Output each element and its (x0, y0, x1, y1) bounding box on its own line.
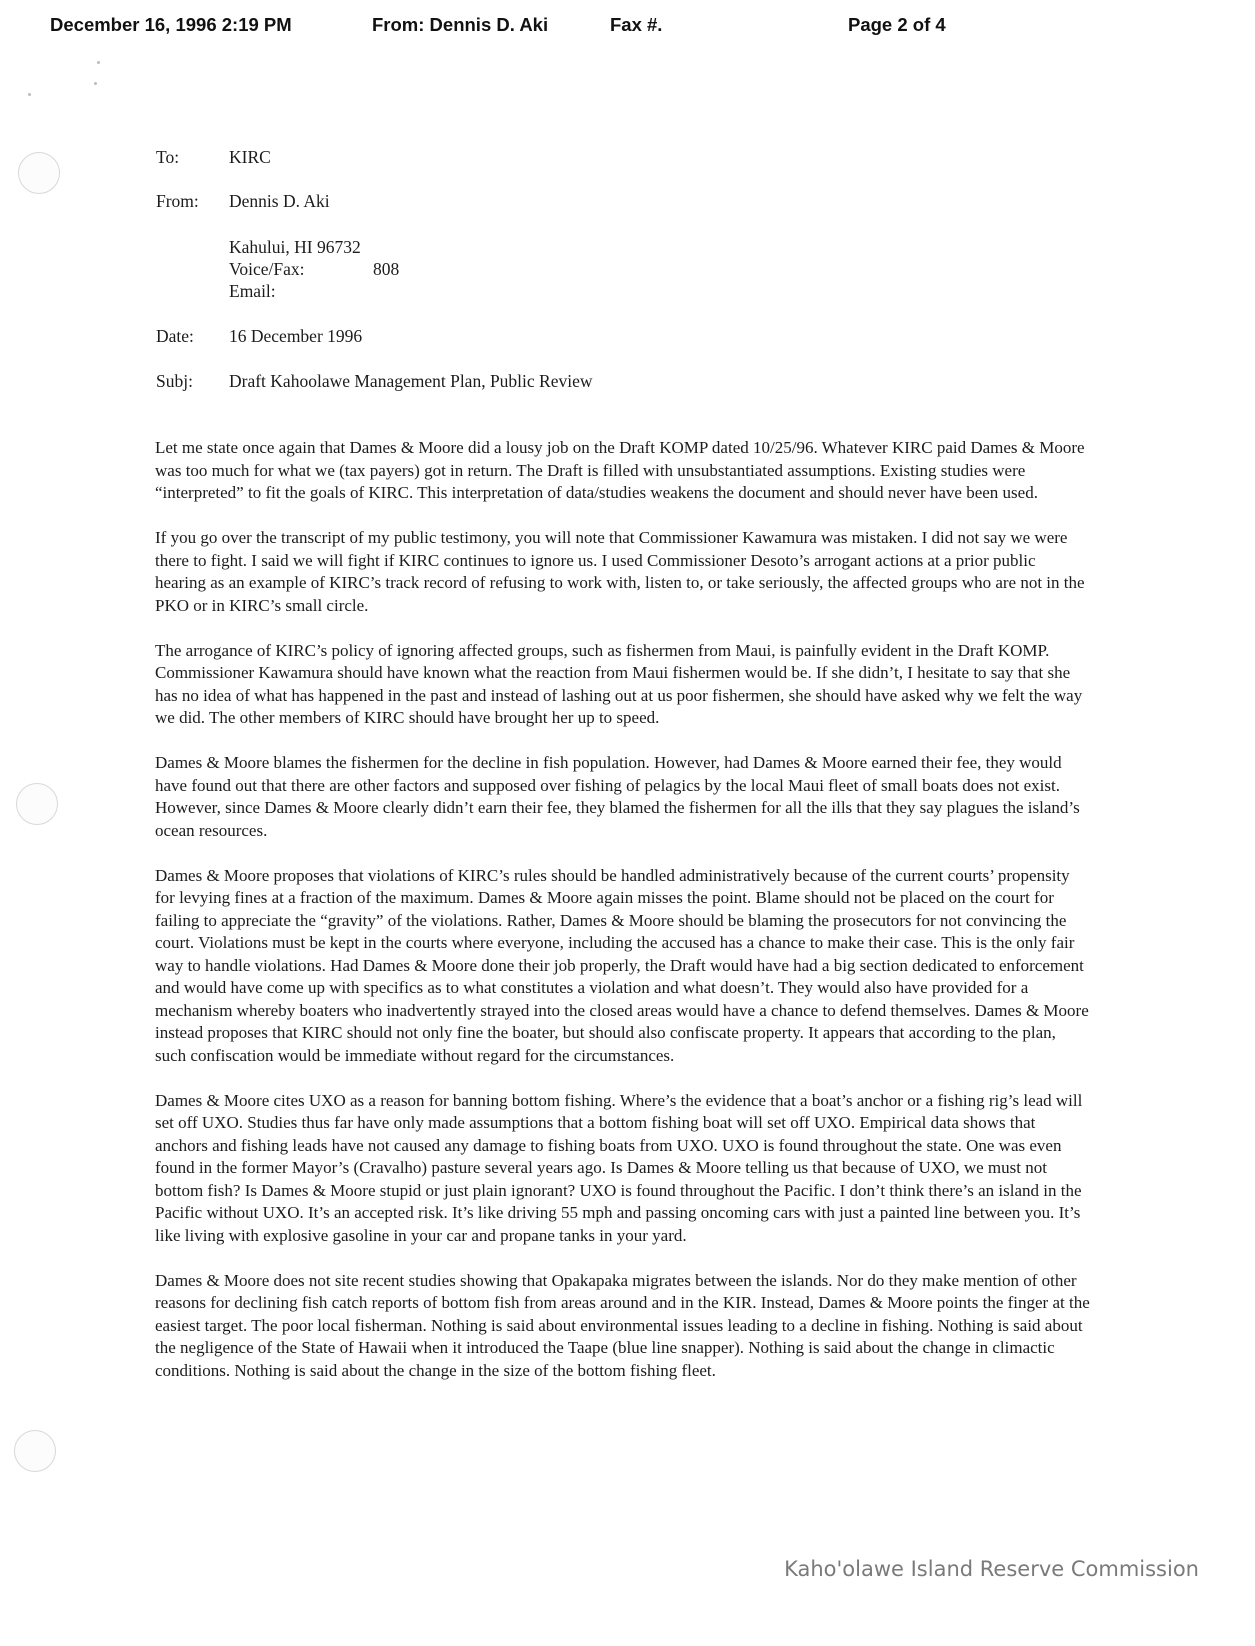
memo-from-label: From: (156, 191, 199, 211)
body-paragraph: The arrogance of KIRC’s policy of ignoring affected groups, such as fishermen from Maui, is painfully evident in the Draft KOMP. Commissioner Kawamura should have known what the reaction from Maui fishermen would be. If she didn’t, I hesitate to say that she has no idea of what has happened in the past and instead of lashing out at us poor fishermen, she should have asked why we felt the way we did. The other members of KIRC should have brought her up to speed. (155, 640, 1083, 727)
fax-header-from: From: Dennis D. Aki (372, 14, 549, 35)
body-paragraph: Dames & Moore proposes that violations of KIRC’s rules should be handled administratively because of the current courts’ propensity for levying fines at a fraction of the maximum. Dames & Moore again misses the point. Blame should not be placed on the court for failing to appreciate the “gravity” of the violations. Rather, Dames & Moore should be blaming the prosecutors for not convincing the court. Violations must be kept in the courts where everyone, including the accused has a chance to make their case. This is the only fair way to handle violations. Had Dames & Moore done their job properly, the Draft would have had a big section dedicated to enforcement and would have come up with specifics as to what constitutes a violation and what doesn’t. They would also have provided for a mechanism whereby boaters who inadvertently strayed into the closed areas would have a chance to defend themselves. Dames & Moore instead proposes that KIRC should not only fine the boater, but should also confiscate property. It appears that according to the plan, such confiscation would be immediate without regard for the circumstances. (155, 865, 1089, 1065)
memo-date-label: Date: (156, 326, 194, 346)
body-paragraph: Let me state once again that Dames & Moore did a lousy job on the Draft KOMP dated 10/25/96. Whatever KIRC paid Dames & Moore was too much for what we (tax payers) got in return. The Draft is filled with unsubstantiated assumptions. Existing studies were “interpreted” to fit the goals of KIRC. This interpretation of data/studies weakens the document and should never have been used. (155, 438, 1085, 502)
body-paragraph: Dames & Moore does not site recent studies showing that Opakapaka migrates between the islands. Nor do they make mention of other reasons for declining fish catch reports of bottom fish from areas around and in the KIR. Instead, Dames & Moore points the finger at the easiest target. The poor local fisherman. Nothing is said about environmental issues leading to a decline in fishing. Nothing is said about the negligence of the State of Hawaii when it introduced the Taape (blue line snapper). Nothing is said about the change in climactic conditions. Nothing is said about the change in the size of the bottom fishing fleet. (155, 1270, 1090, 1380)
body-paragraph: Dames & Moore blames the fishermen for the decline in fish population. However, had Dames & Moore earned their fee, they would have found out that there are other factors and supposed over fishing of pelagics by the local Maui fleet of small boats does not exist. However, since Dames & Moore clearly didn’t earn their fee, they blamed the fishermen for all the ills that they say plagues the island’s ocean resources. (155, 753, 1080, 840)
memo-subject-value: Draft Kahoolawe Management Plan, Public Review (229, 371, 593, 391)
fax-header-fax-number: Fax #. (610, 14, 663, 35)
punch-hole-middle-icon (16, 783, 58, 825)
body-paragraph: If you go over the transcript of my public testimony, you will note that Commissioner Kawamura was mistaken. I did not say we were there to fight. I said we will fight if KIRC continues to ignore us. I used Commissioner Desoto’s arrogant actions at a prior public hearing as an example of KIRC’s track record of refusing to work with, listen to, or take seriously, the affected groups who are not in the PKO or in KIRC’s small circle. (155, 528, 1085, 615)
fax-header-page-count: Page 2 of 4 (848, 14, 946, 35)
fax-header-date: December 16, 1996 2:19 PM (50, 14, 292, 35)
memo-to-label: To: (156, 147, 180, 167)
memo-to-value: KIRC (229, 147, 271, 167)
body-paragraph: Dames & Moore cites UXO as a reason for banning bottom fishing. Where’s the evidence that a boat’s anchor or a fishing rig’s lead will set off UXO. Studies thus far have only made assumptions that a bottom fishing boat will set off UXO. Empirical data shows that anchors and fishing leads have not caused any damage to fishing boats from UXO. UXO is found throughout the state. One was even found in the former Mayor’s (Cravalho) pasture several years ago. Is Dames & Moore telling us that because of UXO, we must not bottom fish? Is Dames & Moore stupid or just plain ignorant? UXO is found throughout the Pacific. I don’t think there’s an island in the Pacific without UXO. It’s an accepted risk. It’s like driving 55 mph and passing oncoming cars with just a painted line between you. It’s like living with explosive gasoline in your car and propane tanks in your yard. (155, 1090, 1083, 1245)
memo-date-value: 16 December 1996 (229, 326, 363, 346)
scan-speck (94, 82, 97, 85)
memo-email-label: Email: (229, 281, 276, 301)
footer-watermark: Kaho'olawe Island Reserve Commission (784, 1557, 1199, 1581)
scan-speck (97, 61, 100, 64)
memo-address-value: Kahului, HI 96732 (229, 237, 361, 257)
memo-from-value: Dennis D. Aki (229, 191, 330, 211)
punch-hole-bottom-icon (14, 1430, 56, 1472)
memo-subject-label: Subj: (156, 371, 193, 391)
scan-speck (28, 93, 31, 96)
memo-voice-value: 808 (373, 259, 400, 279)
punch-hole-top-icon (18, 152, 60, 194)
fax-header (0, 14, 1255, 40)
memo-voice-label: Voice/Fax: (229, 259, 305, 279)
letter-body (155, 437, 1090, 1405)
